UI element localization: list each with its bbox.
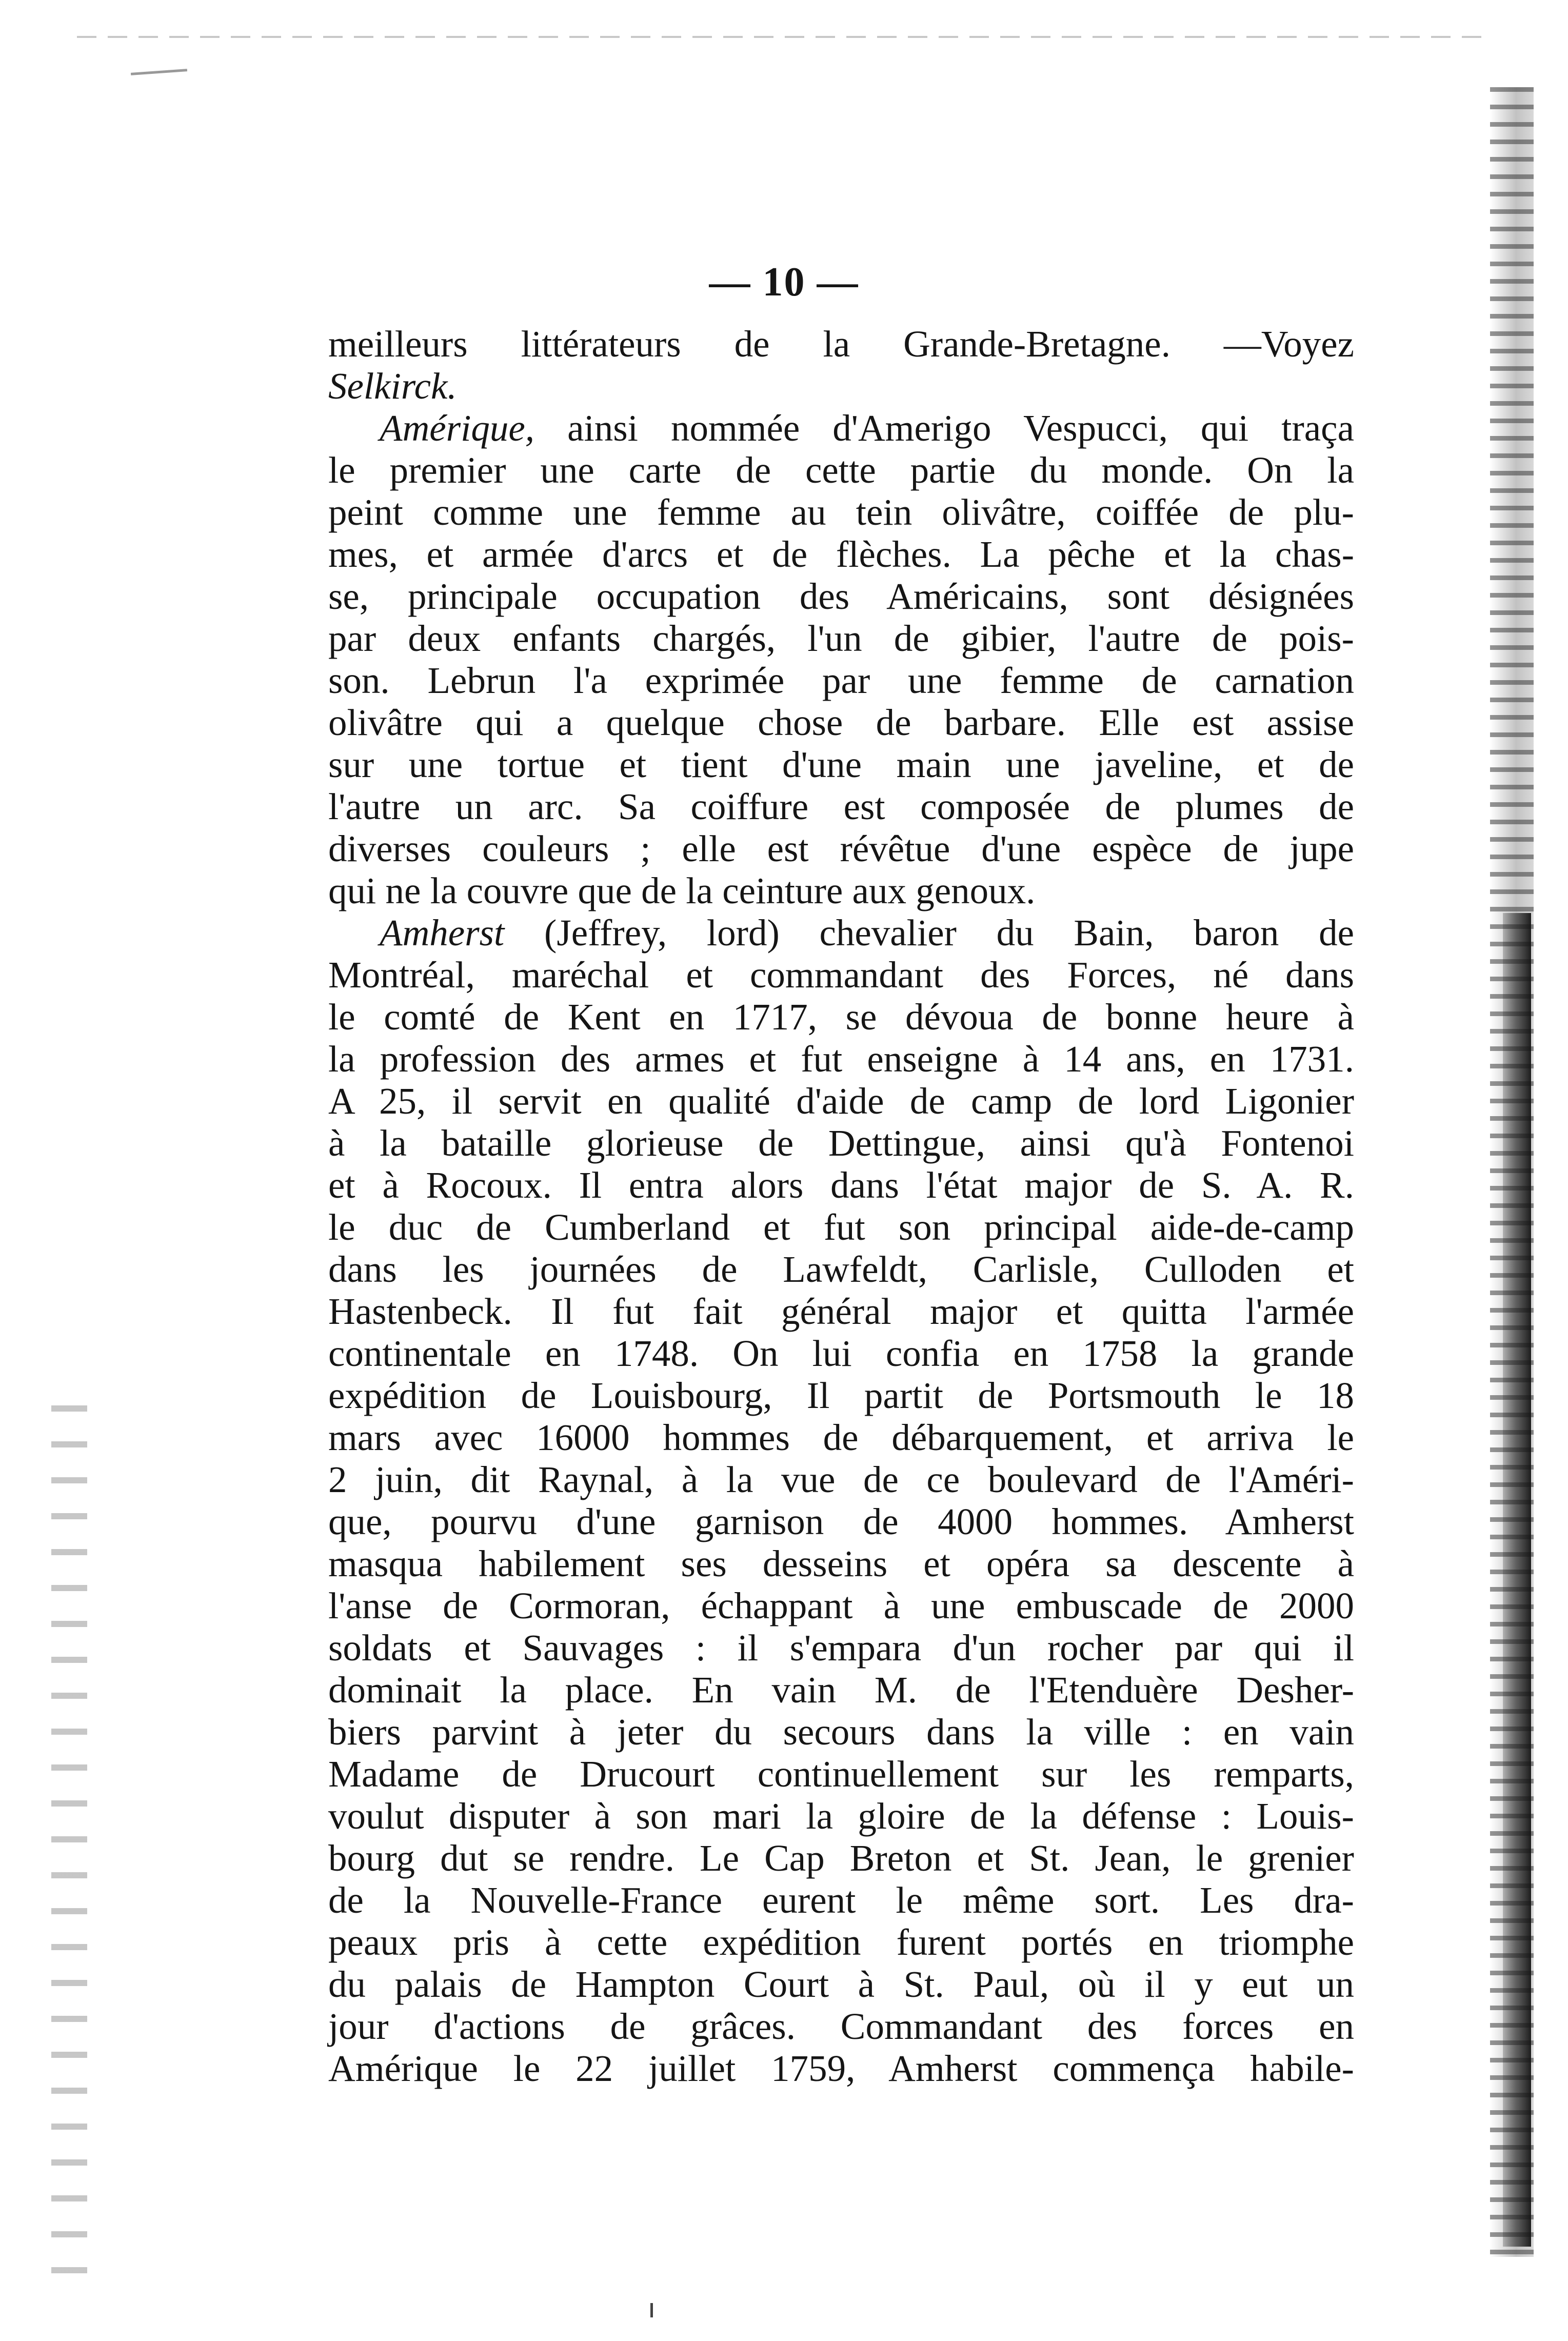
- text-line: peint comme une femme au tein olivâtre, coiffée de plu-: [328, 491, 1354, 533]
- text-line: que, pourvu d'une garnison de 4000 hommes. Amherst: [328, 1501, 1354, 1542]
- text-line: mes, et armée d'arcs et de flèches. La pêche et la chas-: [328, 533, 1354, 575]
- cross-reference: Selkirck.: [328, 365, 457, 407]
- scan-left-edge: [51, 1405, 87, 2288]
- text-line: le premier une carte de cette partie du monde. On la: [328, 449, 1354, 491]
- text-line: bourg dut se rendre. Le Cap Breton et St. Jean, le grenier: [328, 1837, 1354, 1879]
- text-line: et à Rocoux. Il entra alors dans l'état major de S. A. R.: [328, 1164, 1354, 1206]
- text-line: jour d'actions de grâces. Commandant des forces en: [328, 2006, 1354, 2047]
- text-line: dominait la place. En vain M. de l'Etenduère Desher-: [328, 1669, 1354, 1711]
- text-line: biers parvint à jeter du secours dans la ville : en vain: [328, 1711, 1354, 1753]
- entry-headword: Amherst: [380, 912, 505, 954]
- text-line: voulut disputer à son mari la gloire de la défense : Louis-: [328, 1795, 1354, 1837]
- text-line: 2 juin, dit Raynal, à la vue de ce boulevard de l'Améri-: [328, 1459, 1354, 1500]
- scan-binding-shadow: [1503, 913, 1531, 2247]
- text-line: son. Lebrun l'a exprimée par une femme de carnation: [328, 660, 1354, 701]
- text-line: peaux pris à cette expédition furent portés en triomphe: [328, 1921, 1354, 1963]
- scan-top-edge: [77, 36, 1493, 38]
- entry-text: (Jeffrey, lord) chevalier du Bain, baron de: [504, 912, 1354, 954]
- text-line: A 25, il servit en qualité d'aide de camp de lord Ligonier: [328, 1080, 1354, 1122]
- text-line: de la Nouvelle-France eurent le même sort. Les dra-: [328, 1879, 1354, 1921]
- text-line: le comté de Kent en 1717, se dévoua de bonne heure à: [328, 996, 1354, 1038]
- text-line: Madame de Drucourt continuellement sur les remparts,: [328, 1753, 1354, 1795]
- text-line: l'anse de Cormoran, échappant à une embuscade de 2000: [328, 1585, 1354, 1626]
- text-line: le duc de Cumberland et fut son principal aide-de-camp: [328, 1206, 1354, 1248]
- text-line: soldats et Sauvages : il s'empara d'un rocher par qui il: [328, 1627, 1354, 1669]
- text-line: Amérique le 22 juillet 1759, Amherst commença habile-: [328, 2048, 1354, 2089]
- entry-text: ainsi nommée d'Amerigo Vespucci, qui traça: [534, 407, 1354, 449]
- text-line: se, principale occupation des Américains, sont désignées: [328, 576, 1354, 617]
- text-line: continentale en 1748. On lui confia en 1758 la grande: [328, 1333, 1354, 1374]
- text-line: Montréal, maréchal et commandant des Forces, né dans: [328, 954, 1354, 996]
- text-line: expédition de Louisbourg, Il partit de Portsmouth le 18: [328, 1375, 1354, 1416]
- text-line: mars avec 16000 hommes de débarquement, et arriva le: [328, 1417, 1354, 1458]
- text-line: qui ne la couvre que de la ceinture aux genoux.: [328, 870, 1036, 911]
- text-line: la profession des armes et fut enseigne à 14 ans, en 1731.: [328, 1038, 1354, 1080]
- text-line: olivâtre qui a quelque chose de barbare. Elle est assise: [328, 702, 1354, 743]
- text-line: à la bataille glorieuse de Dettingue, ainsi qu'à Fontenoi: [328, 1122, 1354, 1164]
- text-line: [328, 365, 1354, 407]
- scan-bottom-mark: [650, 2303, 653, 2317]
- text-line: masqua habilement ses desseins et opéra sa descente à: [328, 1543, 1354, 1584]
- scan-top-mark: [131, 69, 187, 75]
- text-line: sur une tortue et tient d'une main une javeline, et de: [328, 744, 1354, 785]
- body-text: [328, 323, 1354, 2090]
- text-line: l'autre un arc. Sa coiffure est composée de plumes de: [328, 786, 1354, 827]
- page-number: — 10 —: [709, 260, 859, 305]
- text-line: [328, 407, 1354, 449]
- text-line: meilleurs littérateurs de la Grande-Bretagne. —Voyez: [328, 323, 1354, 365]
- text-line: [328, 912, 1354, 954]
- text-line: par deux enfants chargés, l'un de gibier, l'autre de pois-: [328, 618, 1354, 659]
- text-line: diverses couleurs ; elle est révêtue d'une espèce de jupe: [328, 828, 1354, 869]
- entry-headword: Amérique,: [380, 407, 535, 449]
- text-line: du palais de Hampton Court à St. Paul, où il y eut un: [328, 1963, 1354, 2005]
- text-line: dans les journées de Lawfeldt, Carlisle, Culloden et: [328, 1248, 1354, 1290]
- text-line: Hastenbeck. Il fut fait général major et quitta l'armée: [328, 1291, 1354, 1332]
